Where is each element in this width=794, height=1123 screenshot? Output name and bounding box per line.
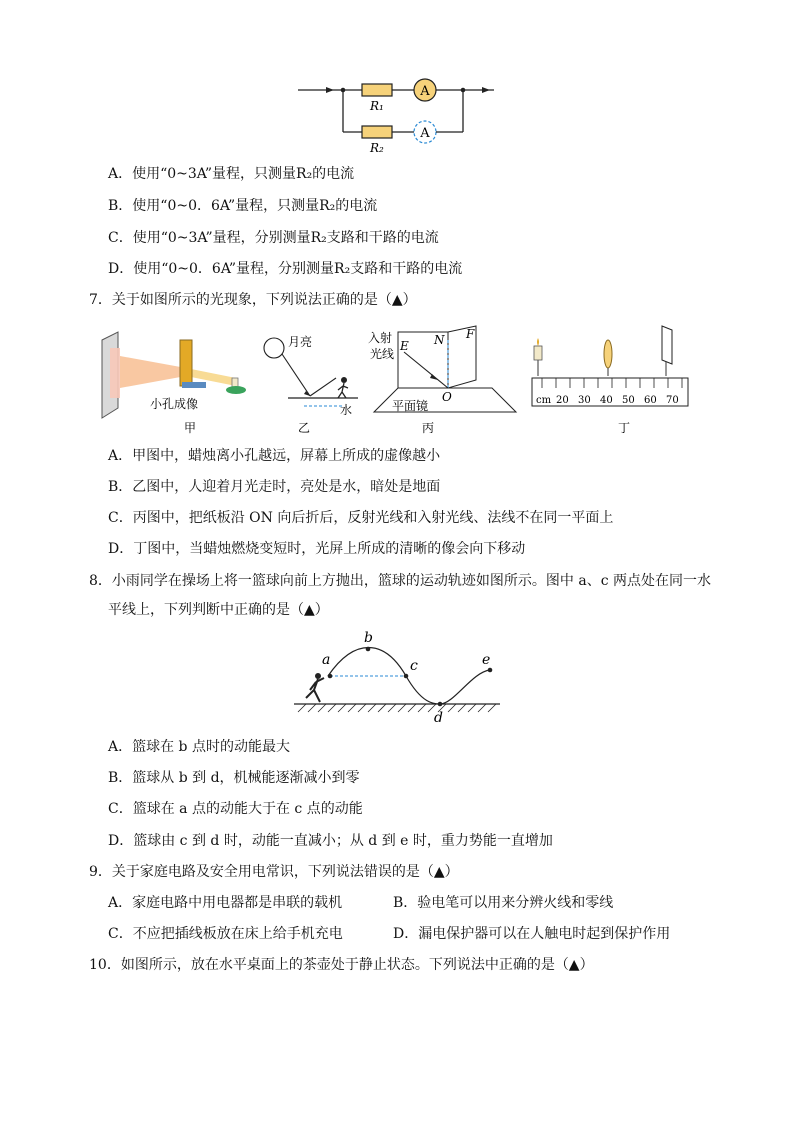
ruler-unit: cm (536, 395, 552, 406)
jia-caption: 小孔成像 (150, 397, 199, 411)
point-e: e (482, 652, 491, 668)
q7-option-a: A．甲图中，蜡烛离小孔越远，屏幕上所成的虚像越小 (108, 448, 441, 464)
q9-option-a: A．家庭电路中用电器都是串联的载机 (108, 895, 343, 911)
r1-label: R₁ (370, 99, 384, 113)
figure-yi-moonlight (258, 326, 368, 436)
mirror-label: 平面镜 (392, 399, 429, 413)
point-n: N (434, 333, 445, 347)
jia-label: 甲 (184, 421, 197, 435)
point-o: O (442, 390, 452, 404)
incident-label-2: 光线 (370, 347, 395, 361)
bing-label: 丙 (422, 421, 435, 435)
ruler-tick-60: 60 (644, 395, 657, 406)
figure-bing-reflection (368, 326, 528, 436)
ruler-tick-30: 30 (578, 395, 591, 406)
water-label: 水 (340, 403, 353, 417)
q6-option-b: B．使用“0~0．6A”量程，只测量R₂的电流 (108, 198, 378, 214)
q9-option-c: C．不应把插线板放在床上给手机充电 (108, 926, 343, 942)
ammeter-1-label: A (420, 84, 430, 99)
ruler-tick-50: 50 (622, 395, 635, 406)
q9-option-d: D．漏电保护器可以在人触电时起到保护作用 (393, 926, 671, 942)
ding-label: 丁 (618, 421, 631, 435)
circuit-diagram (296, 76, 516, 156)
ruler-tick-40: 40 (600, 395, 613, 406)
point-a: a (322, 652, 331, 668)
q8-option-d: D．篮球由 c 到 d 时，动能一直减小；从 d 到 e 时，重力势能一直增加 (108, 833, 553, 849)
figure-basketball-trajectory (294, 630, 504, 726)
point-e: E (400, 339, 409, 353)
q8-option-a: A．篮球在 b 点时的动能最大 (108, 739, 290, 755)
q7-stem: 7．关于如图所示的光现象，下列说法正确的是（▲） (89, 292, 417, 308)
ammeter-2-label: A (420, 126, 430, 141)
q7-option-d: D．丁图中，当蜡烛燃烧变短时，光屏上所成的清晰的像会向下移动 (108, 541, 526, 557)
q8-option-b: B．篮球从 b 到 d，机械能逐渐减小到零 (108, 770, 360, 786)
q6-option-d: D．使用“0~0．6A”量程，分别测量R₂支路和干路的电流 (108, 261, 463, 277)
point-c: c (410, 658, 418, 674)
figure-ding-optical-bench (528, 326, 698, 436)
point-f: F (466, 327, 475, 341)
resistor-r1 (362, 84, 392, 96)
moon-label: 月亮 (288, 335, 313, 349)
r2-label: R₂ (370, 141, 384, 155)
q9-stem: 9．关于家庭电路及安全用电常识，下列说法错误的是（▲） (89, 864, 459, 880)
q9-option-b: B．验电笔可以用来分辨火线和零线 (393, 895, 614, 911)
q8-stem-line1: 8．小雨同学在操场上将一篮球向前上方抛出，篮球的运动轨迹如图所示。图中 a、c 两点处在同一水 (89, 573, 711, 589)
q10-stem: 10．如图所示，放在水平桌面上的茶壶处于静止状态。下列说法中正确的是（▲） (89, 957, 594, 973)
q8-option-c: C．篮球在 a 点的动能大于在 c 点的动能 (108, 801, 363, 817)
point-d: d (434, 710, 443, 726)
resistor-r2 (362, 126, 392, 138)
yi-label: 乙 (298, 421, 311, 435)
ruler-tick-70: 70 (666, 395, 679, 406)
point-b: b (364, 630, 373, 646)
q6-option-a: A．使用“0~3A”量程，只测量R₂的电流 (108, 166, 355, 182)
q6-option-c: C．使用“0~3A”量程，分别测量R₂支路和干路的电流 (108, 230, 439, 246)
figure-jia-pinhole (98, 326, 258, 436)
q7-option-c: C．丙图中，把纸板沿 ON 向后折后，反射光线和入射光线、法线不在同一平面上 (108, 510, 614, 526)
incident-label: 入射 (368, 331, 393, 345)
q7-option-b: B．乙图中，人迎着月光走时，亮处是水，暗处是地面 (108, 479, 441, 495)
q8-stem-line2: 平线上，下列判断中正确的是（▲） (108, 602, 329, 618)
ruler-tick-20: 20 (556, 395, 569, 406)
